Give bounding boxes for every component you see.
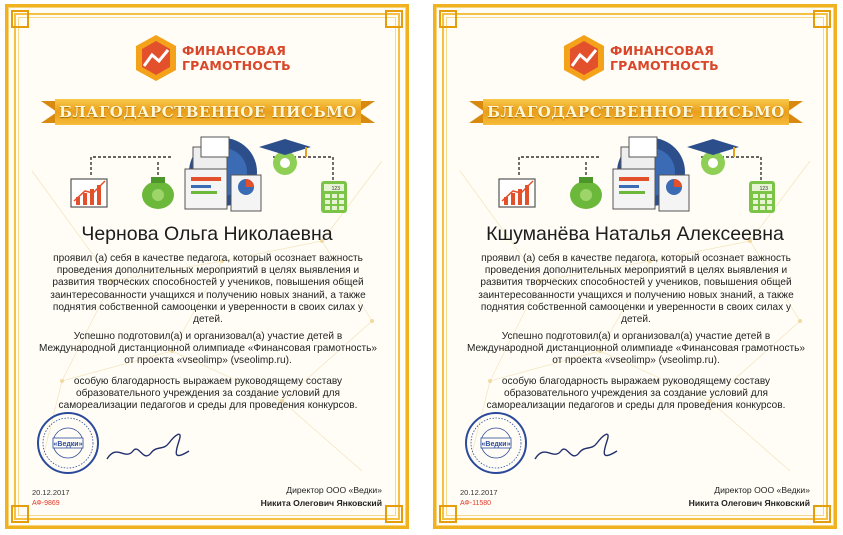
logo-hexagon-icon	[133, 33, 179, 83]
gratitude-paragraph: особую благодарность выражаем руководящему составу образовательного учреждения за создание условий для самореализации педагогов и среды для проведения конкурсов.	[58, 376, 358, 412]
gratitude-paragraph: особую благодарность выражаем руководящему составу образовательного учреждения за создание условий для самореализации педагогов и среды для проведения конкурсов.	[486, 376, 786, 412]
merit-paragraph: проявил (а) себя в качестве педагога, который осознает важность проведения дополнительных мероприятий в целях выявления и развития творческих способностей у учеников, повышения общей заинтересованности учащихся и получению новых знаний, а также поднятия собственной самооценки и уверенности в своих силах у детей.	[50, 253, 366, 326]
money-bag-icon	[142, 177, 174, 209]
recipient-name: Кшуманёва Наталья Алексеевна	[486, 223, 784, 245]
director-signature	[103, 421, 193, 471]
director-name: Никита Олегович Янковский	[688, 498, 810, 508]
calculator-icon	[749, 181, 775, 213]
logo-text	[610, 43, 719, 73]
olympiad-paragraph: Успешно подготовил(а) и организовал(а) участие детей в Международной дистанционной олимпиаде «Финансовая грамотность» от проекта «vseolimp» (vseolimp.ru).	[38, 331, 377, 367]
gear-documents-icon	[185, 137, 261, 211]
logo-line-2: ГРАМОТНОСТЬ	[182, 58, 291, 73]
director-signature	[531, 421, 621, 471]
growth-chart-icon	[499, 179, 535, 207]
olympiad-paragraph: Успешно подготовил(а) и организовал(а) участие детей в Международной дистанционной олимпиаде «Финансовая грамотность» от проекта «vseolimp» (vseolimp.ru).	[466, 331, 805, 367]
finance-illustration	[63, 127, 363, 217]
gear-documents-icon	[613, 137, 689, 211]
director-name: Никита Олегович Янковский	[260, 498, 382, 508]
company-seal-stamp	[36, 411, 100, 475]
calculator-display: 123	[759, 186, 768, 192]
director-position: Директор ООО «Ведки»	[714, 485, 810, 495]
finance-illustration	[491, 127, 791, 217]
ribbon-title: БЛАГОДАРСТВЕННОЕ ПИСЬМО	[487, 103, 785, 121]
logo	[8, 33, 406, 85]
title-ribbon	[469, 99, 803, 125]
calculator-icon	[321, 181, 347, 213]
merit-paragraph: проявил (а) себя в качестве педагога, который осознает важность проведения дополнительных мероприятий в целях выявления и развития творческих способностей у учеников, повышения общей заинтересованности учащихся и получению новых знаний, а также поднятия собственной самооценки и уверенности в своих силах у детей.	[478, 253, 794, 326]
seal-label: «Ведки»	[481, 441, 511, 448]
company-seal-stamp	[464, 411, 528, 475]
logo-line-2: ГРАМОТНОСТЬ	[610, 58, 719, 73]
growth-chart-icon	[71, 179, 107, 207]
issue-date: 20.12.2017	[32, 488, 70, 497]
logo-text	[182, 43, 291, 73]
ribbon-title: БЛАГОДАРСТВЕННОЕ ПИСЬМО	[59, 103, 357, 121]
calculator-display: 123	[331, 186, 340, 192]
logo	[436, 33, 834, 85]
money-bag-icon	[570, 177, 602, 209]
director-position: Директор ООО «Ведки»	[286, 485, 382, 495]
certificate-2	[433, 4, 837, 529]
certificate-code: АФ-9869	[32, 500, 60, 507]
issue-date: 20.12.2017	[460, 488, 498, 497]
recipient-name: Чернова Ольга Николаевна	[81, 223, 333, 245]
title-ribbon	[41, 99, 375, 125]
logo-line-1: ФИНАНСОВАЯ	[182, 43, 287, 58]
logo-line-1: ФИНАНСОВАЯ	[610, 43, 715, 58]
seal-label: «Ведки»	[53, 441, 83, 448]
certificate-code: АФ-11580	[460, 500, 492, 507]
certificate-1	[5, 4, 409, 529]
logo-hexagon-icon	[561, 33, 607, 83]
